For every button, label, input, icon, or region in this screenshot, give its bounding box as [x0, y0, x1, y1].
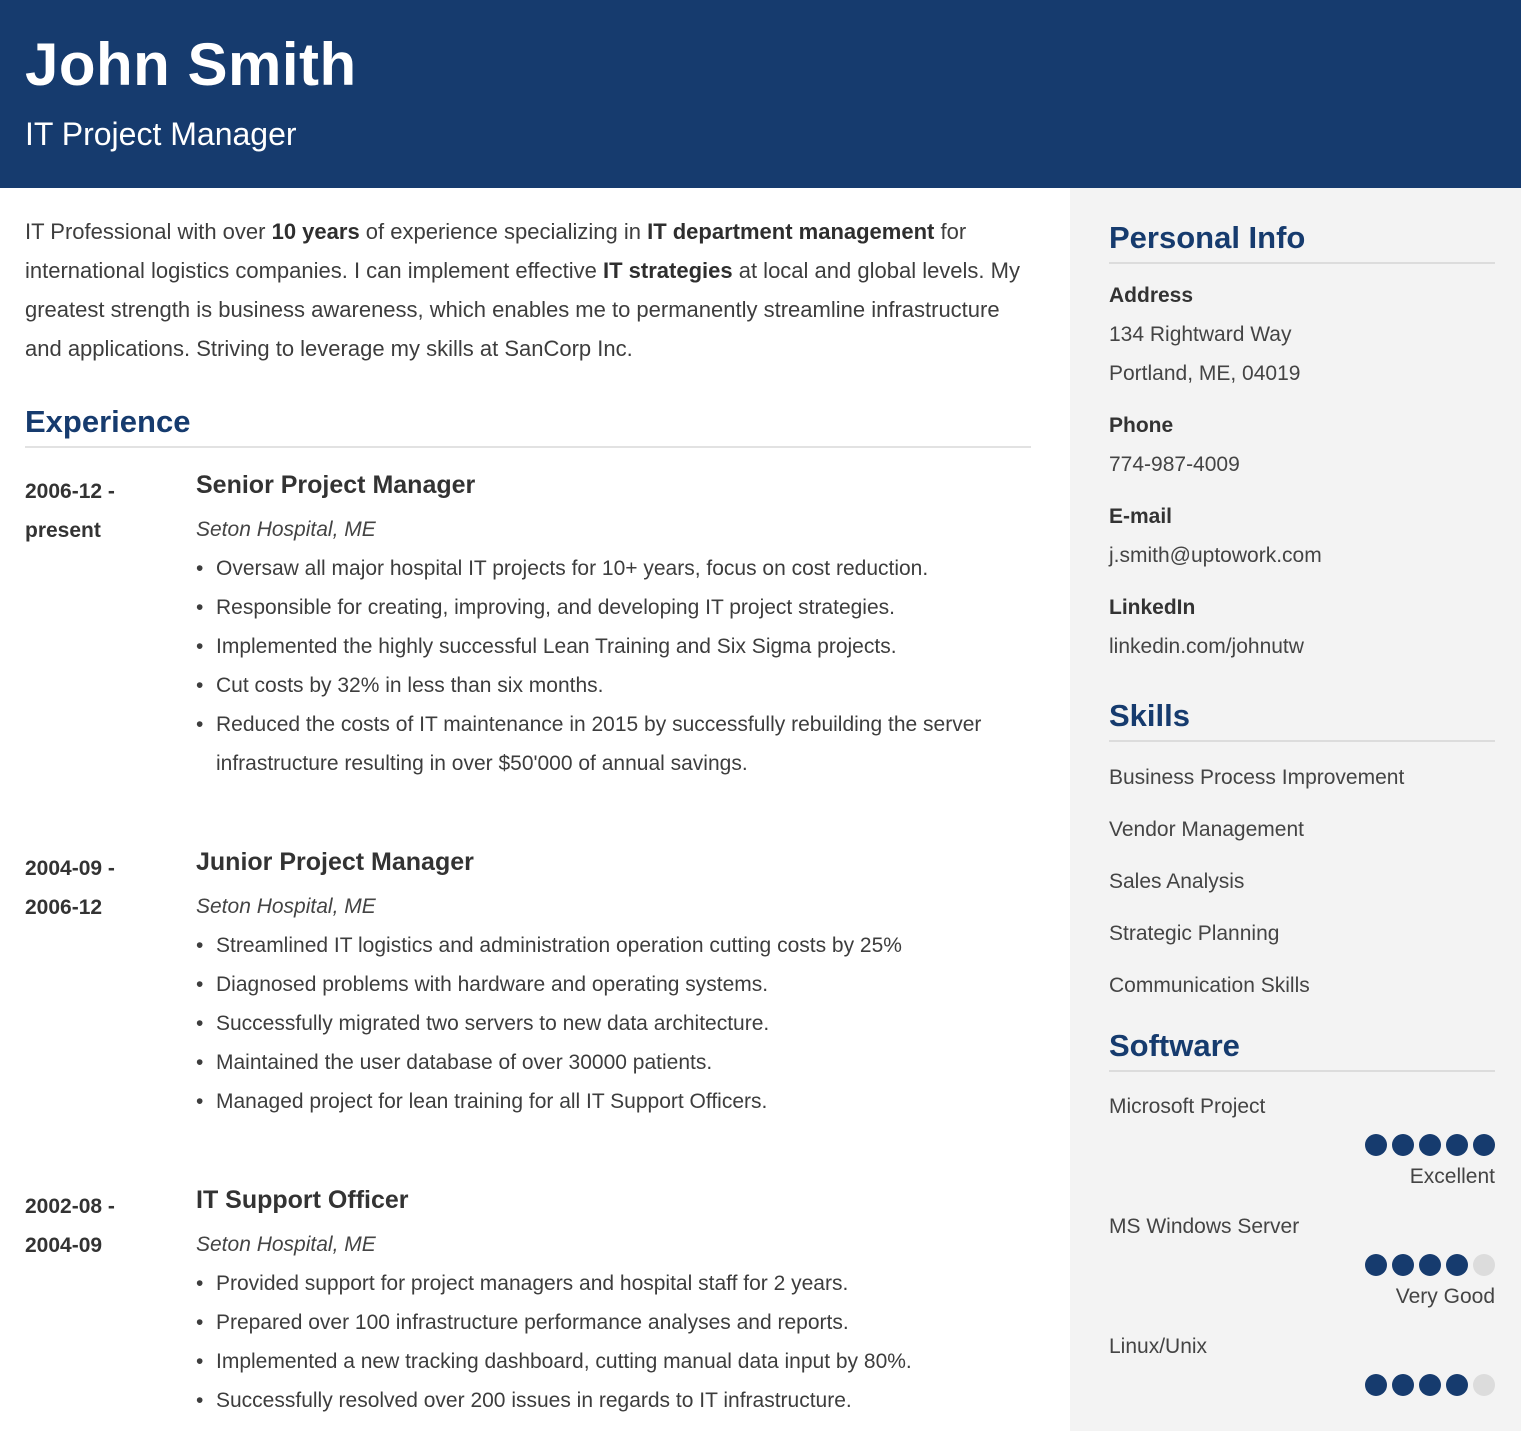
rating-dot-empty	[1473, 1374, 1495, 1396]
software-name: Microsoft Project	[1109, 1095, 1266, 1118]
job-bullets	[196, 926, 1031, 1121]
software-name: MS Windows Server	[1109, 1215, 1300, 1238]
main-column	[25, 212, 1031, 1420]
job-date-start: 2002-08 -	[25, 1195, 115, 1218]
job-bullet: • Successfully migrated two servers to new data architecture.	[196, 1004, 1031, 1043]
software-heading: Software	[1109, 1028, 1495, 1072]
summary-highlight: IT strategies	[603, 258, 733, 283]
job-bullet: • Implemented a new tracking dashboard, cutting manual data input by 80%.	[196, 1342, 1031, 1381]
experience-heading: Experience	[25, 404, 1031, 448]
personal-info-list	[1109, 276, 1495, 666]
job-bullet: • Cut costs by 32% in less than six months.	[196, 666, 1031, 705]
job-bullet: • Implemented the highly successful Lean Training and Six Sigma projects.	[196, 627, 1031, 666]
job-company: Seton Hospital, ME	[196, 518, 376, 541]
software-level: Excellent	[1409, 1165, 1495, 1188]
info-group	[1109, 497, 1495, 575]
rating-dot-filled	[1446, 1374, 1468, 1396]
info-value: 774-987-4009	[1109, 453, 1240, 476]
rating-dot-filled	[1419, 1134, 1441, 1156]
rating-dot-filled	[1392, 1134, 1414, 1156]
job-bullets	[196, 1264, 1031, 1420]
rating-dot-filled	[1365, 1374, 1387, 1396]
info-group	[1109, 588, 1495, 666]
job-bullet: • Streamlined IT logistics and administration operation cutting costs by 25%	[196, 926, 1031, 965]
info-label: E-mail	[1109, 505, 1173, 528]
rating-dot-filled	[1446, 1254, 1468, 1276]
skills-list	[1109, 766, 1495, 998]
experience-list	[25, 468, 1031, 1420]
summary-highlight: 10 years	[271, 219, 360, 244]
info-value: j.smith@uptowork.com	[1109, 544, 1322, 567]
job-body	[196, 1183, 1031, 1420]
rating-dot-filled	[1392, 1374, 1414, 1396]
summary-text: for international logistics companies. I can implement effective	[25, 219, 967, 283]
rating-dot-filled	[1365, 1254, 1387, 1276]
job-bullet: • Maintained the user database of over 30000 patients.	[196, 1043, 1031, 1082]
job-bullets	[196, 549, 1031, 783]
software-level: Very Good	[1395, 1285, 1495, 1308]
sidebar	[1070, 188, 1521, 1431]
job-company: Seton Hospital, ME	[196, 895, 376, 918]
job-date-start: 2004-09 -	[25, 857, 115, 880]
rating-dots	[1109, 1254, 1495, 1276]
job-bullet: • Provided support for project managers and hospital staff for 2 years.	[196, 1264, 1031, 1303]
job-title: Senior Project Manager	[196, 471, 476, 499]
info-value: 134 Rightward Way	[1109, 323, 1292, 346]
skills-heading: Skills	[1109, 698, 1495, 742]
info-group	[1109, 276, 1495, 393]
rating-dot-empty	[1473, 1254, 1495, 1276]
job-dates	[25, 472, 175, 550]
info-label: Address	[1109, 284, 1194, 307]
job-date-start: 2006-12 -	[25, 480, 115, 503]
job-title: Junior Project Manager	[196, 848, 474, 876]
skill-item: Strategic Planning	[1109, 922, 1280, 945]
job-date-end: 2004-09	[25, 1234, 103, 1257]
software-list	[1109, 1094, 1495, 1396]
job-company: Seton Hospital, ME	[196, 1233, 376, 1256]
job-bullet: • Prepared over 100 infrastructure performance analyses and reports.	[196, 1303, 1031, 1342]
info-value: Portland, ME, 04019	[1109, 362, 1301, 385]
rating-dot-filled	[1365, 1134, 1387, 1156]
job-entry	[25, 1183, 1031, 1420]
info-label: Phone	[1109, 414, 1174, 437]
rating-dot-filled	[1473, 1134, 1495, 1156]
job-dates	[25, 1187, 175, 1265]
profile-summary	[25, 212, 1031, 368]
software-item	[1109, 1094, 1495, 1190]
job-entry	[25, 845, 1031, 1121]
skill-item: Sales Analysis	[1109, 870, 1245, 893]
job-bullet: • Managed project for lean training for all IT Support Officers.	[196, 1082, 1031, 1121]
candidate-role: IT Project Manager	[25, 116, 297, 152]
job-bullet: • Diagnosed problems with hardware and operating systems.	[196, 965, 1031, 1004]
job-title: IT Support Officer	[196, 1186, 409, 1214]
job-entry	[25, 468, 1031, 783]
rating-dot-filled	[1446, 1134, 1468, 1156]
resume-header	[0, 0, 1521, 188]
job-date-end: present	[25, 519, 101, 542]
job-date-end: 2006-12	[25, 896, 103, 919]
info-group	[1109, 406, 1495, 484]
summary-text: at local and global levels. My greatest strength is business awareness, which enables me to permanently streamline infrastructure and applications. Striving to leverage my skills at SanCorp Inc.	[25, 258, 1020, 361]
rating-dots	[1109, 1374, 1495, 1396]
summary-highlight: IT department management	[647, 219, 935, 244]
info-value: linkedin.com/johnutw	[1109, 635, 1304, 658]
job-body	[196, 845, 1031, 1121]
rating-dot-filled	[1419, 1374, 1441, 1396]
skill-item: Business Process Improvement	[1109, 766, 1405, 789]
skill-item: Vendor Management	[1109, 818, 1304, 841]
rating-dot-filled	[1392, 1254, 1414, 1276]
skill-item: Communication Skills	[1109, 974, 1310, 997]
software-item	[1109, 1334, 1495, 1396]
software-item	[1109, 1214, 1495, 1310]
summary-text: IT Professional with over	[25, 219, 272, 244]
job-dates	[25, 849, 175, 927]
info-label: LinkedIn	[1109, 596, 1196, 619]
job-body	[196, 468, 1031, 783]
job-bullet: • Reduced the costs of IT maintenance in 2015 by successfully rebuilding the server infrastructure resulting in over $50'000 of annual savings.	[196, 705, 1031, 783]
personal-info-heading: Personal Info	[1109, 220, 1495, 264]
job-bullet: • Oversaw all major hospital IT projects for 10+ years, focus on cost reduction.	[196, 549, 1031, 588]
rating-dot-filled	[1419, 1254, 1441, 1276]
job-bullet: • Successfully resolved over 200 issues in regards to IT infrastructure.	[196, 1381, 1031, 1420]
job-bullet: • Responsible for creating, improving, and developing IT project strategies.	[196, 588, 1031, 627]
rating-dots	[1109, 1134, 1495, 1156]
summary-text: of experience specializing in	[359, 219, 648, 244]
software-name: Linux/Unix	[1109, 1335, 1208, 1358]
candidate-name: John Smith	[25, 31, 357, 98]
